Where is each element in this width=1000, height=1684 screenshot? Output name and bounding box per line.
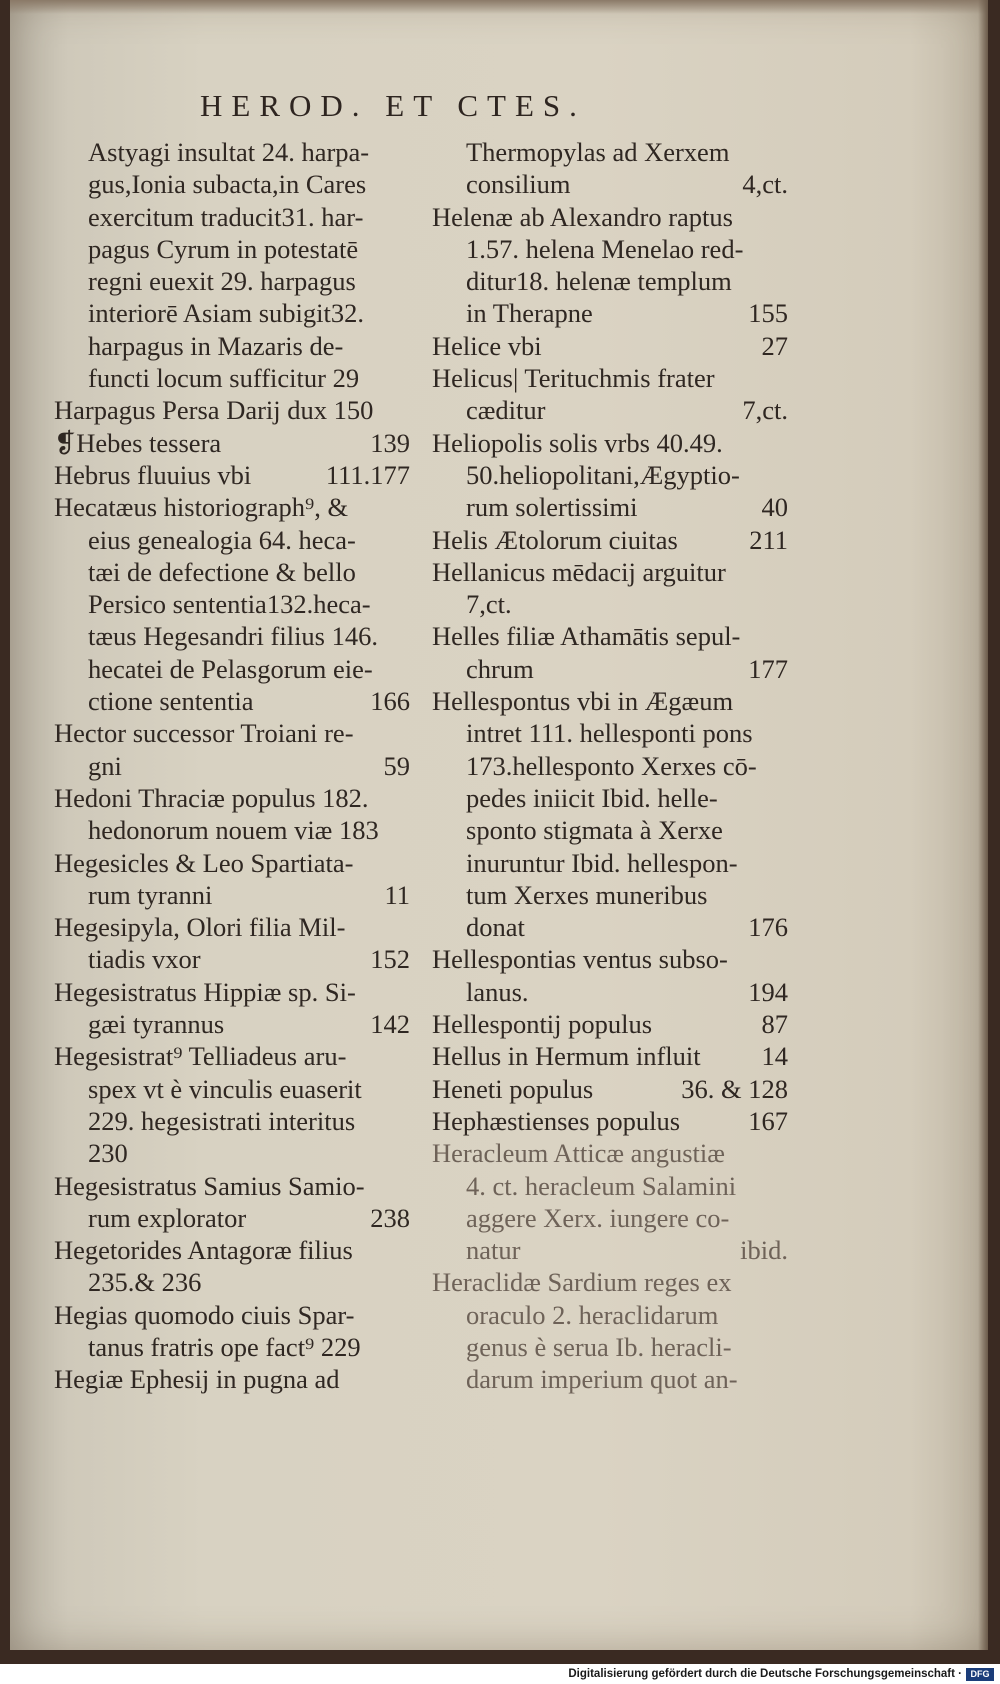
index-line bbox=[432, 201, 788, 233]
index-entry-text: 173.hellesponto Xerxes cō- bbox=[466, 750, 757, 781]
index-line bbox=[432, 233, 788, 265]
index-entry-text: interiorē Asiam subigit32. bbox=[88, 298, 365, 329]
index-line bbox=[54, 943, 410, 975]
index-entry-text: Hegiæ Ephesij in pugna ad bbox=[54, 1364, 340, 1395]
index-entry-text: Hegesicles & Leo Spartiata- bbox=[54, 847, 354, 878]
index-entry-text: tæus Hegesandri filius 146. bbox=[88, 621, 378, 652]
index-line bbox=[432, 1008, 788, 1040]
index-entry-text: Helicus| Terituchmis frater bbox=[432, 363, 715, 394]
index-line bbox=[54, 1234, 410, 1266]
index-column-right bbox=[432, 136, 788, 1396]
index-line bbox=[432, 685, 788, 717]
index-entry-text: Helice vbi bbox=[432, 330, 542, 361]
index-line bbox=[54, 1331, 410, 1363]
index-line bbox=[54, 1266, 410, 1298]
index-page-number: 111.177 bbox=[325, 459, 410, 490]
index-line bbox=[432, 1105, 788, 1137]
index-entry-text: Hegesistratus Hippiæ sp. Si- bbox=[54, 976, 356, 1007]
index-line bbox=[432, 265, 788, 297]
index-entry-text: chrum bbox=[466, 653, 534, 684]
index-entry-text: cæditur bbox=[466, 395, 546, 426]
index-entry-text: tæi de defectione & bello bbox=[88, 556, 356, 587]
index-line bbox=[432, 1040, 788, 1072]
index-line bbox=[54, 814, 410, 846]
index-entry-text: Heraclidæ Sardium reges ex bbox=[432, 1267, 732, 1298]
index-entry-text: inuruntur Ibid. hellespon- bbox=[466, 847, 738, 878]
index-entry-text: gus,Ionia subacta,in Cares bbox=[88, 169, 367, 200]
index-entry-text: Helenæ ab Alexandro raptus bbox=[432, 201, 733, 232]
index-line bbox=[432, 943, 788, 975]
index-entry-text: lanus. bbox=[466, 976, 529, 1007]
index-line bbox=[54, 1202, 410, 1234]
index-page-number: 14 bbox=[761, 1041, 788, 1072]
index-entry-text: hecatei de Pelasgorum eie- bbox=[88, 653, 373, 684]
index-line bbox=[432, 491, 788, 523]
index-line bbox=[432, 168, 788, 200]
index-line bbox=[54, 1040, 410, 1072]
index-entry-text: ctione sententia bbox=[88, 686, 254, 717]
index-entry-text: Hellespontus vbi in Ægæum bbox=[432, 686, 734, 717]
index-line bbox=[432, 814, 788, 846]
index-entry-text: aggere Xerx. iungere co- bbox=[466, 1202, 730, 1233]
index-page-number: 177 bbox=[748, 653, 788, 684]
index-page-number: 4,ct. bbox=[742, 169, 788, 200]
index-entry-text: Hellus in Hermum influit bbox=[432, 1041, 701, 1072]
index-entry-text: 4. ct. heracleum Salamini bbox=[466, 1170, 737, 1201]
index-page-number: 194 bbox=[748, 976, 788, 1007]
index-line bbox=[432, 750, 788, 782]
page-right-shadow bbox=[978, 0, 988, 1650]
index-entry-text: Hellespontias ventus subso- bbox=[432, 944, 728, 975]
index-line bbox=[54, 556, 410, 588]
index-line bbox=[432, 620, 788, 652]
index-entry-text: Hegesistratus Samius Samio- bbox=[54, 1170, 365, 1201]
index-entry-text: Hephæstienses populus bbox=[432, 1105, 681, 1136]
index-line bbox=[54, 524, 410, 556]
index-line bbox=[432, 1137, 788, 1169]
index-entry-text: spex vt è vinculis euaserit bbox=[88, 1073, 362, 1104]
index-entry-text: Hellespontij populus bbox=[432, 1009, 653, 1040]
index-entry-text: Hegias quomodo ciuis Spar- bbox=[54, 1299, 355, 1330]
index-line bbox=[54, 1137, 410, 1169]
index-entry-text: 50.heliopolitani,Ægyptio- bbox=[466, 459, 740, 490]
index-entry-text: exercitum traducit31. har- bbox=[88, 201, 364, 232]
index-line bbox=[54, 491, 410, 523]
index-entry-text: consilium bbox=[466, 169, 571, 200]
index-line bbox=[432, 1073, 788, 1105]
dfg-logo-icon: DFG bbox=[966, 1668, 994, 1681]
index-entry-text: pedes iniicit Ibid. helle- bbox=[466, 782, 718, 813]
index-entry-text: Heneti populus bbox=[432, 1073, 594, 1104]
index-page-number: 176 bbox=[748, 912, 788, 943]
index-entry-text: Astyagi insultat 24. harpa- bbox=[88, 137, 370, 167]
index-line bbox=[54, 911, 410, 943]
index-line bbox=[54, 394, 410, 426]
index-page-number: ibid. bbox=[740, 1235, 788, 1266]
index-line bbox=[54, 782, 410, 814]
index-entry-text: Hecatæus historiograph⁹, & bbox=[54, 492, 349, 523]
index-line bbox=[54, 201, 410, 233]
index-page-number: 167 bbox=[748, 1105, 788, 1136]
index-line bbox=[54, 750, 410, 782]
index-line bbox=[54, 362, 410, 394]
index-page-number: 139 bbox=[370, 427, 410, 458]
index-line bbox=[432, 524, 788, 556]
index-entry-text: rum solertissimi bbox=[466, 492, 638, 523]
index-entry-text: gæi tyrannus bbox=[88, 1009, 225, 1040]
index-line bbox=[54, 265, 410, 297]
index-line bbox=[432, 1234, 788, 1266]
running-head: HEROD. ET CTES. bbox=[200, 88, 586, 123]
index-line bbox=[432, 1202, 788, 1234]
index-line bbox=[432, 1299, 788, 1331]
index-entry-text: Hedoni Thraciæ populus 182. bbox=[54, 782, 369, 813]
index-entry-text: darum imperium quot an- bbox=[466, 1364, 738, 1395]
index-page-number: 155 bbox=[748, 298, 788, 329]
index-entry-text: eius genealogia 64. heca- bbox=[88, 524, 356, 555]
index-entry-text: tum Xerxes muneribus bbox=[466, 879, 708, 910]
index-entry-text: hedonorum nouem viæ 183 bbox=[88, 815, 379, 846]
index-line bbox=[54, 136, 410, 168]
index-line bbox=[432, 847, 788, 879]
index-line bbox=[432, 653, 788, 685]
index-line bbox=[432, 717, 788, 749]
index-page-number: 59 bbox=[383, 750, 410, 781]
index-entry-text: 235.& 236 bbox=[88, 1267, 202, 1298]
index-entry-text: Helles filiæ Athamātis sepul- bbox=[432, 621, 741, 652]
index-line bbox=[54, 1008, 410, 1040]
index-entry-text: genus è serua Ib. heracli- bbox=[466, 1331, 732, 1362]
footer-bar bbox=[0, 1666, 1000, 1684]
index-line bbox=[432, 976, 788, 1008]
index-line bbox=[54, 1363, 410, 1395]
index-line bbox=[54, 717, 410, 749]
index-line bbox=[54, 879, 410, 911]
index-entry-text: 1.57. helena Menelao red- bbox=[466, 233, 744, 264]
index-entry-text: harpagus in Mazaris de- bbox=[88, 330, 344, 361]
index-page-number: 142 bbox=[370, 1009, 410, 1040]
index-page-number: 238 bbox=[370, 1202, 410, 1233]
index-entry-text: Heliopolis solis vrbs 40.49. bbox=[432, 427, 723, 458]
index-entry-text: 229. hegesistrati interitus bbox=[88, 1105, 356, 1136]
index-line bbox=[54, 233, 410, 265]
index-line bbox=[54, 1073, 410, 1105]
index-line bbox=[432, 330, 788, 362]
index-entry-text: rum explorator bbox=[88, 1202, 247, 1233]
digitization-credit: Digitalisierung gefördert durch die Deutsche Forschungsgemeinschaft · bbox=[568, 1668, 962, 1680]
index-page-number: 27 bbox=[761, 330, 788, 361]
index-entry-text: Hegetorides Antagoræ filius bbox=[54, 1235, 353, 1266]
index-entry-text: donat bbox=[466, 912, 525, 943]
index-entry-text: regni euexit 29. harpagus bbox=[88, 266, 356, 297]
index-line bbox=[432, 1170, 788, 1202]
index-entry-text: Persico sententia132.heca- bbox=[88, 589, 371, 620]
index-entry-text: sponto stigmata à Xerxe bbox=[466, 815, 723, 846]
index-line bbox=[54, 847, 410, 879]
index-line bbox=[54, 653, 410, 685]
index-entry-text: Hegesipyla, Olori filia Mil- bbox=[54, 912, 346, 943]
index-entry-text: Hector successor Troiani re- bbox=[54, 718, 354, 749]
index-line bbox=[432, 1363, 788, 1395]
index-entry-text: Heracleum Atticæ angustiæ bbox=[432, 1138, 725, 1169]
index-entry-text: oraculo 2. heraclidarum bbox=[466, 1299, 719, 1330]
index-entry-text: tiadis vxor bbox=[88, 944, 201, 975]
index-entry-text: 230 bbox=[88, 1138, 128, 1169]
index-line bbox=[54, 588, 410, 620]
index-entry-text: 7,ct. bbox=[466, 589, 512, 620]
index-line bbox=[54, 620, 410, 652]
index-line bbox=[54, 685, 410, 717]
index-entry-text: Hegesistrat⁹ Telliadeus aru- bbox=[54, 1041, 347, 1072]
index-line bbox=[432, 1331, 788, 1363]
index-line bbox=[432, 459, 788, 491]
index-entry-text: Harpagus Persa Darij dux 150 bbox=[54, 395, 374, 426]
index-page-number: 166 bbox=[370, 686, 410, 717]
index-entry-text: rum tyranni bbox=[88, 879, 213, 910]
index-entry-text: Thermopylas ad Xerxem bbox=[466, 137, 730, 167]
index-entry-text: ❡Hebes tessera bbox=[54, 427, 222, 458]
index-line bbox=[54, 297, 410, 329]
index-line bbox=[432, 588, 788, 620]
index-entry-text: Helis Ætolorum ciuitas bbox=[432, 524, 678, 555]
index-line bbox=[54, 168, 410, 200]
page-top-shadow bbox=[10, 0, 988, 14]
index-line bbox=[432, 362, 788, 394]
index-entry-text: in Therapne bbox=[466, 298, 593, 329]
index-entry-text: tanus fratris ope fact⁹ 229 bbox=[88, 1331, 361, 1362]
index-line bbox=[432, 911, 788, 943]
index-entry-text: pagus Cyrum in potestatē bbox=[88, 233, 359, 264]
index-page-number: 36. & 128 bbox=[681, 1073, 788, 1104]
index-entry-text: functi locum sufficitur 29 bbox=[88, 363, 360, 394]
index-entry-text: intret 111. hellesponti pons bbox=[466, 718, 753, 749]
index-entry-text: Hebrus fluuius vbi bbox=[54, 459, 252, 490]
index-line bbox=[432, 782, 788, 814]
index-line bbox=[432, 136, 788, 168]
index-page-number: 211 bbox=[749, 524, 788, 555]
index-line bbox=[54, 427, 410, 459]
index-page-number: 87 bbox=[761, 1009, 788, 1040]
index-column-left bbox=[54, 136, 410, 1396]
index-entry-text: natur bbox=[466, 1235, 521, 1266]
index-line bbox=[54, 976, 410, 1008]
index-line bbox=[54, 330, 410, 362]
index-line bbox=[432, 556, 788, 588]
index-line bbox=[432, 394, 788, 426]
index-page-number: 7,ct. bbox=[742, 395, 788, 426]
index-line bbox=[54, 1299, 410, 1331]
index-line bbox=[432, 879, 788, 911]
index-line bbox=[432, 1266, 788, 1298]
index-line bbox=[54, 1105, 410, 1137]
index-entry-text: gni bbox=[88, 750, 122, 781]
index-entry-text: Hellanicus mēdacij arguitur bbox=[432, 556, 726, 587]
index-entry-text: ditur18. helenæ templum bbox=[466, 266, 732, 297]
index-page-number: 11 bbox=[384, 879, 410, 910]
index-line bbox=[54, 1170, 410, 1202]
index-page-number: 40 bbox=[761, 492, 788, 523]
index-line bbox=[432, 427, 788, 459]
index-line bbox=[432, 297, 788, 329]
index-line bbox=[54, 459, 410, 491]
index-page-number: 152 bbox=[370, 944, 410, 975]
